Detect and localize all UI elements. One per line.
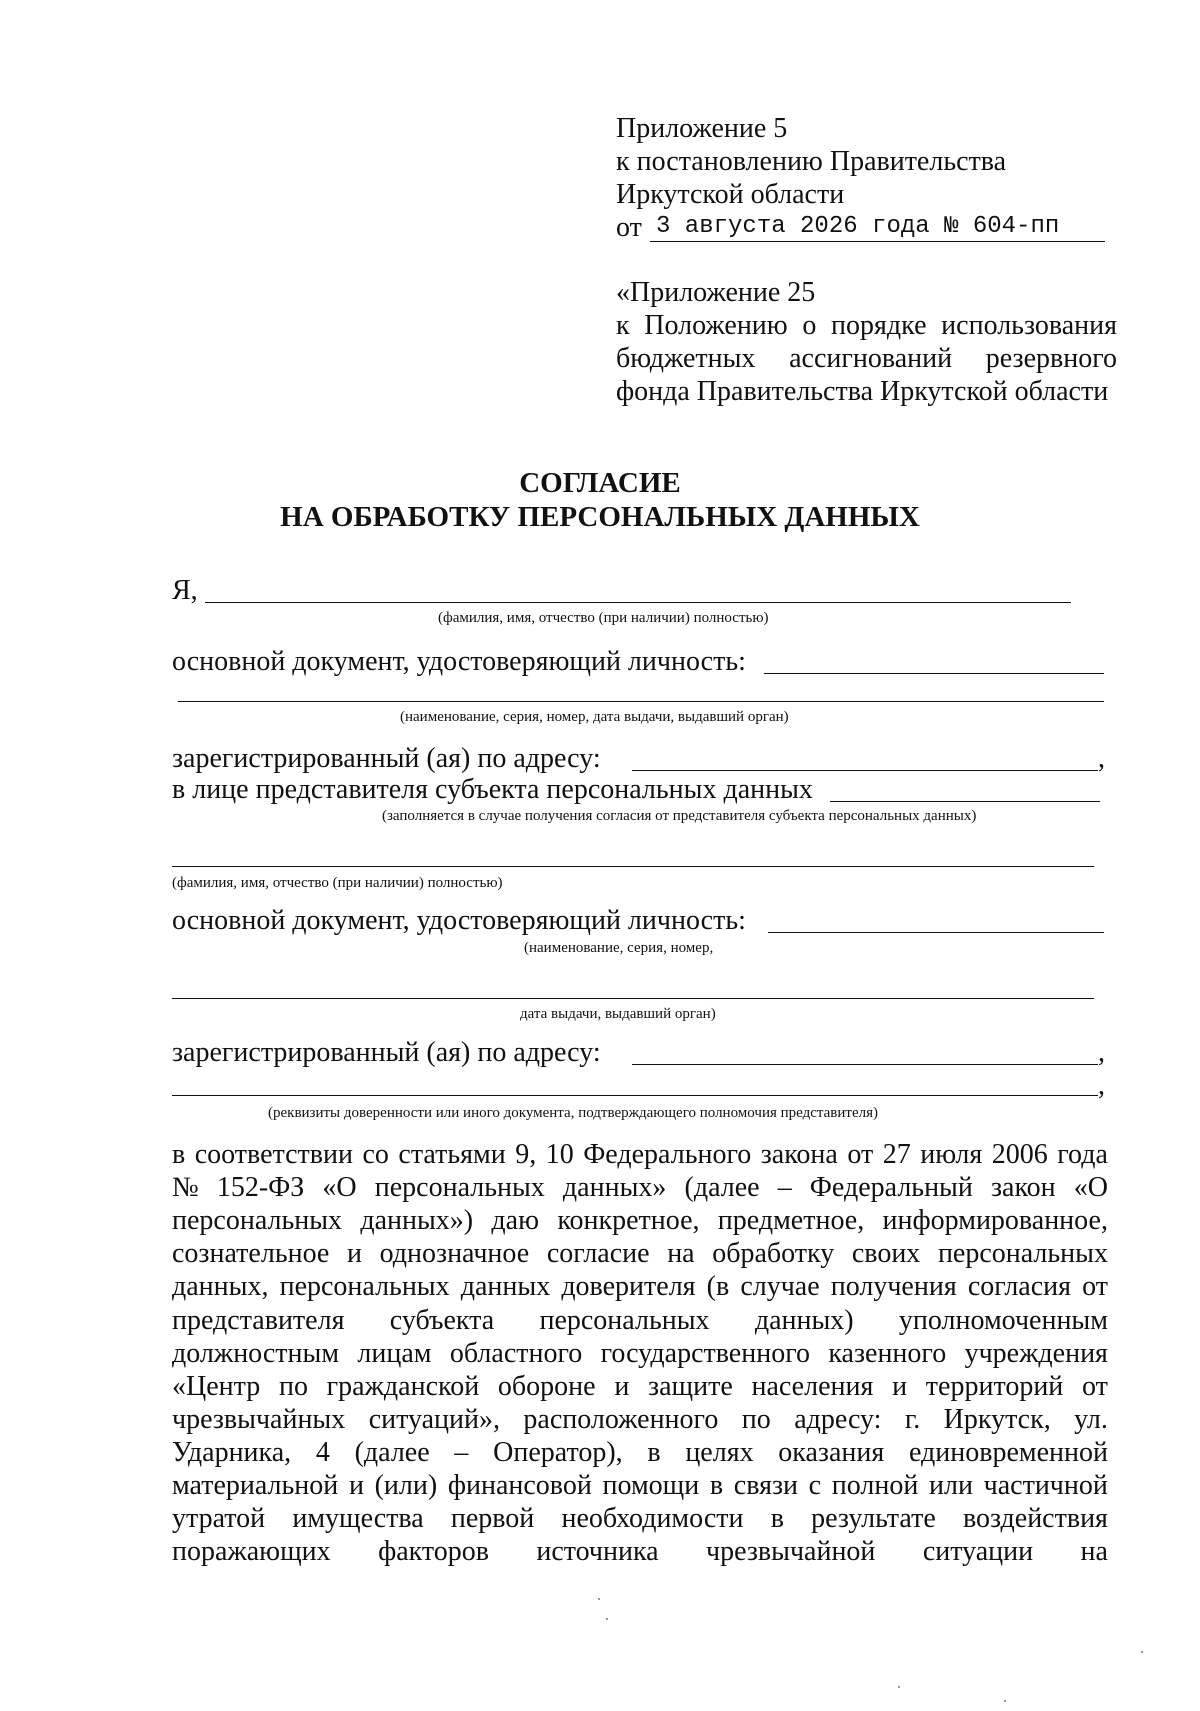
power-of-attorney-hint: (реквизиты доверенности или иного документа, подтверждающего полномочия представителя)	[268, 1105, 878, 1121]
body-line: сознательное и однозначное согласие на обработку своих персональных	[172, 1238, 1108, 1270]
id-doc-line-2	[178, 701, 1104, 702]
body-line: «Центр по гражданской обороне и защите населения и территорий от	[172, 1370, 1108, 1402]
scan-artifact	[598, 1598, 600, 1600]
document-title: СОГЛАСИЕ	[519, 467, 681, 499]
rep-registered-label: зарегистрированный (ая) по адресу:	[172, 1037, 601, 1068]
resolution-date-number: 3 августа 2026 года № 604-пп	[656, 213, 1060, 240]
document-subtitle: НА ОБРАБОТКУ ПЕРСОНАЛЬНЫХ ДАННЫХ	[280, 501, 920, 533]
registered-label: зарегистрированный (ая) по адресу:	[172, 743, 601, 774]
body-line: поражающих факторов источника чрезвычайной ситуации на	[172, 1536, 1108, 1568]
representative-label: в лице представителя субъекта персональных данных	[172, 774, 813, 805]
registered-line	[632, 770, 1098, 771]
fio-hint: (фамилия, имя, отчество (при наличии) полностью)	[438, 610, 769, 626]
id-doc-hint: (наименование, серия, номер, дата выдачи, выдавший орган)	[400, 709, 789, 725]
rep-id-doc-label: основной документ, удостоверяющий личность:	[172, 905, 746, 936]
rep-fio-line	[172, 866, 1094, 867]
id-doc-line	[764, 673, 1104, 674]
rep-id-doc-hint-1: (наименование, серия, номер,	[524, 940, 714, 956]
body-line: представителя субъекта персональных данных) уполномоченным	[172, 1304, 1108, 1336]
rep-registered-line	[632, 1064, 1098, 1065]
representative-hint: (заполняется в случае получения согласия от представителя субъекта персональных данных)	[382, 808, 977, 824]
representative-line	[830, 801, 1100, 802]
power-of-attorney-line	[172, 1095, 1098, 1096]
id-doc-label: основной документ, удостоверяющий личность:	[172, 646, 746, 677]
region-name: Иркутской области	[616, 179, 845, 210]
sub-appendix-line-4: фонда Правительства Иркутской области	[616, 376, 1109, 407]
scan-artifact	[1141, 1651, 1143, 1653]
rep-id-doc-line-2	[172, 998, 1094, 999]
i-label: Я,	[172, 575, 198, 606]
scan-artifact	[898, 1686, 900, 1688]
body-line: утратой имущества первой необходимости в результате воздействия	[172, 1503, 1108, 1535]
body-line: в соответствии со статьями 9, 10 Федерального закона от 27 июля 2006 года	[172, 1139, 1108, 1170]
power-of-attorney-comma: ,	[1098, 1070, 1105, 1101]
body-line: № 152-ФЗ «О персональных данных» (далее – Федеральный закон «О	[172, 1172, 1108, 1204]
fio-line	[205, 602, 1071, 603]
sub-appendix-number: «Приложение 25	[616, 277, 816, 308]
rep-registered-comma: ,	[1098, 1037, 1105, 1068]
appendix-number: Приложение 5	[616, 113, 788, 144]
rep-fio-hint: (фамилия, имя, отчество (при наличии) полностью)	[172, 875, 503, 891]
rep-id-doc-hint-2: дата выдачи, выдавший орган)	[520, 1006, 716, 1022]
body-line: персональных данных») даю конкретное, предметное, информированное,	[172, 1205, 1108, 1237]
date-underline	[650, 241, 1105, 242]
body-line: материальной и (или) финансовой помощи в связи с полной или частичной	[172, 1470, 1108, 1501]
body-line: Ударника, 4 (далее – Оператор), в целях оказания единовременной	[172, 1436, 1108, 1468]
rep-id-doc-line	[768, 932, 1104, 933]
scan-artifact	[1004, 1700, 1006, 1702]
resolution-reference: к постановлению Правительства	[616, 146, 1007, 177]
registered-comma: ,	[1098, 743, 1105, 774]
body-line: должностным лицам областного государственного казенного учреждения	[172, 1337, 1108, 1369]
sub-appendix-line-2: к Положению о порядке использования	[616, 310, 1117, 341]
scan-artifact	[606, 1618, 608, 1620]
body-line: чрезвычайных ситуаций», расположенного по адресу: г. Иркутск, ул.	[172, 1403, 1108, 1435]
sub-appendix-line-3: бюджетных ассигнований резервного	[616, 343, 1117, 374]
body-line: данных, персональных данных доверителя (в случае получения согласия от	[172, 1271, 1108, 1303]
date-prefix: от	[616, 212, 642, 243]
